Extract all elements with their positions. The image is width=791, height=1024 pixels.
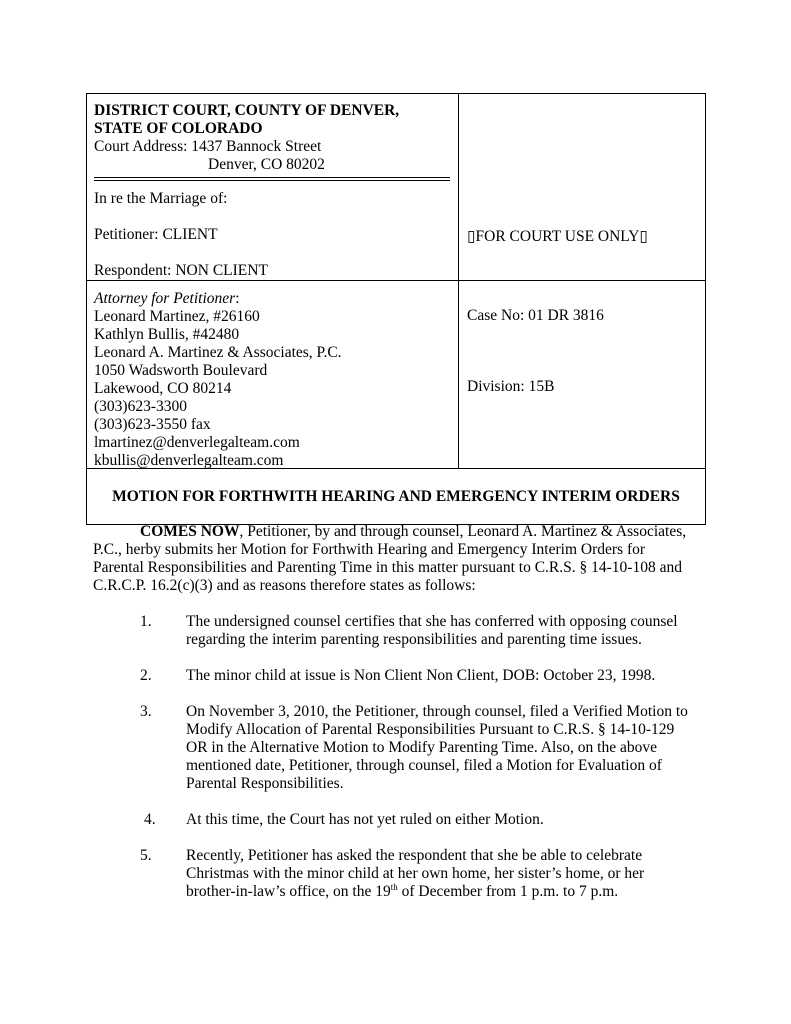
attorney-email: kbullis@denverlegalteam.com: [94, 452, 284, 469]
bracket-glyph-right: ▯: [639, 228, 648, 245]
caption-row-court: [87, 94, 705, 281]
bracket-glyph-left: ▯: [467, 228, 476, 245]
court-use-cell: [459, 94, 705, 280]
attorney-line: Kathlyn Bullis, #42480: [94, 326, 240, 343]
item-number: 5.: [140, 847, 152, 864]
item-number: 1.: [140, 613, 152, 630]
intro-paragraph: [93, 523, 693, 595]
attorney-line: Leonard A. Martinez & Associates, P.C.: [94, 344, 342, 361]
list-item: [93, 811, 693, 829]
case-caption-table: [86, 93, 706, 525]
motion-body: [93, 523, 693, 901]
item-text: The undersigned counsel certifies that she has conferred with opposing counsel regarding the interim parenting responsibilities and parenting time issues.: [186, 613, 678, 648]
attorney-line: (303)623-3300: [94, 398, 187, 415]
court-address-city: Denver, CO 80202: [208, 156, 325, 173]
item-text: At this time, the Court has not yet ruled on either Motion.: [186, 811, 544, 828]
item-text: On November 3, 2010, the Petitioner, through counsel, filed a Verified Motion to Modify Allocation of Parental Responsibilities Pursuant to C.R.S. § 14-10-129 OR in the Alternative Motion to Modify Parenting Time. Also, on the above mentioned date, Petitioner, through counsel, filed a Motion for Evaluation of Parental Responsibilities.: [186, 703, 688, 792]
list-item: [93, 613, 693, 649]
division: Division: 15B: [467, 378, 555, 395]
respondent-line: Respondent: NON CLIENT: [94, 262, 268, 279]
attorney-label: Attorney for Petitioner: [94, 290, 236, 307]
divider-line: [94, 180, 450, 181]
marriage-label: In re the Marriage of:: [94, 190, 228, 207]
caption-row-title: [87, 469, 705, 524]
intro-text: , Petitioner, by and through counsel, Leonard A. Martinez & Associates, P.C., herby submits her Motion for Forthwith Hearing and Emergency Interim Orders for Parental Responsibilities and Parenting Time in this matter pursuant to C.R.S. § 14-10-108 and C.R.C.P. 16.2(c)(3) and as reasons therefore states as follows:: [93, 523, 687, 594]
attorney-line: Lakewood, CO 80214: [94, 380, 232, 397]
attorney-line: 1050 Wadsworth Boulevard: [94, 362, 268, 379]
case-number: Case No: 01 DR 3816: [467, 307, 604, 324]
item-text-part: of December from 1 p.m. to 7 p.m.: [397, 883, 619, 900]
item-text: The minor child at issue is Non Client Non Client, DOB: October 23, 1998.: [186, 667, 656, 684]
list-item: [93, 703, 693, 793]
item-number: 3.: [140, 703, 152, 720]
motion-title: MOTION FOR FORTHWITH HEARING AND EMERGENCY INTERIM ORDERS: [112, 488, 680, 505]
list-item: [93, 847, 693, 901]
court-name-line1: DISTRICT COURT, COUNTY OF DENVER,: [94, 102, 400, 119]
item-text: [186, 847, 693, 901]
divider-line: [94, 177, 450, 178]
attorney-line: Leonard Martinez, #26160: [94, 308, 260, 325]
ordinal-suffix: th: [390, 881, 398, 892]
court-use-label: FOR COURT USE ONLY: [475, 228, 640, 245]
court-address: Court Address: 1437 Bannock Street: [94, 138, 322, 155]
item-number: 2.: [140, 667, 152, 684]
item-number: 4.: [144, 811, 156, 828]
attorney-line: (303)623-3550 fax: [94, 416, 211, 433]
item-text-part: Recently, Petitioner has asked the respondent that she be able to celebrate Christmas with the minor child at her own home, her sister’s home, or her brother-in-law’s office, on the 19: [186, 847, 645, 900]
case-info-cell: [459, 281, 705, 468]
court-name-line2: STATE OF COLORADO: [94, 120, 263, 137]
attorney-info-cell: Attorney for Petitioner: Leonard Martinez, #26160 Kathlyn Bullis, #42480 Leonard A. Martinez & Associates, P.C. 1050 Wadsworth Boulevard Lakewood, CO 80214 (303)623-3300 (303)623-3550 fax lmartinez@denverlegalteam.com kbullis@denverlegalteam.com: [87, 281, 459, 468]
attorney-email: lmartinez@denverlegalteam.com: [94, 434, 300, 451]
caption-row-attorney: [87, 281, 705, 469]
court-info-cell: [87, 94, 459, 280]
petitioner-line: Petitioner: CLIENT: [94, 226, 218, 243]
intro-bold: COMES NOW: [140, 523, 240, 540]
list-item: [93, 667, 693, 685]
